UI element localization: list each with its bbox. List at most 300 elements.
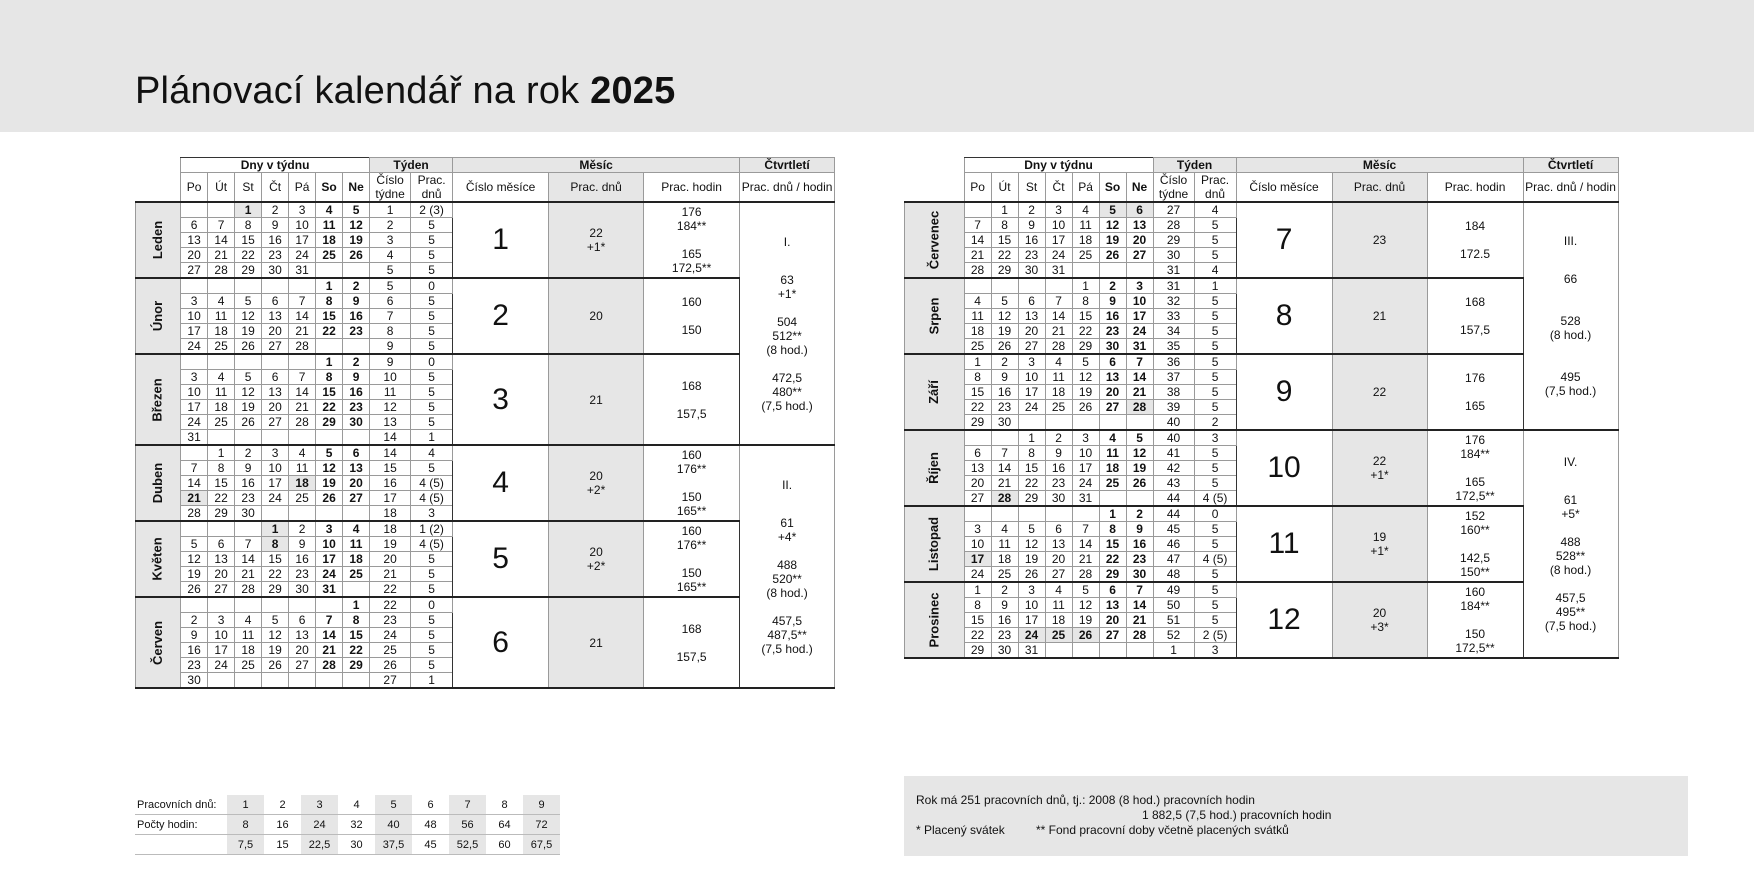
month-hours <box>1427 278 1523 354</box>
summary-hours-75: 15 <box>264 835 301 855</box>
workdays-line: 21 <box>589 635 603 650</box>
day-cell: 4 <box>208 370 235 385</box>
day-cell: 26 <box>235 339 262 355</box>
week-workdays-cell: 5 <box>411 309 453 324</box>
day-cell: 20 <box>1045 552 1072 567</box>
day-cell: 6 <box>1099 354 1126 370</box>
workdays-line: 19 <box>1372 530 1387 544</box>
week-workdays-cell: 5 <box>1194 598 1236 613</box>
day-cell: 11 <box>316 218 343 233</box>
day-cell: 16 <box>235 476 262 491</box>
day-cell: 9 <box>343 370 370 385</box>
month-workdays <box>549 354 644 445</box>
week-workdays-cell: 5 <box>1194 233 1236 248</box>
quarter-line: 63 <box>780 272 794 287</box>
day-cell: 8 <box>1018 446 1045 461</box>
day-cell <box>208 673 235 689</box>
day-cell: 2 <box>343 354 370 370</box>
day-cell <box>1018 506 1045 522</box>
day-cell <box>343 263 370 279</box>
quarter-line: (8 hod.) <box>1549 563 1592 577</box>
quarter-line: 504 <box>777 314 798 329</box>
week-row <box>905 278 1619 294</box>
day-cell: 15 <box>208 476 235 491</box>
day-cell: 28 <box>316 658 343 673</box>
day-cell: 9 <box>1018 218 1045 233</box>
day-cell: 4 <box>964 294 991 309</box>
hours-line <box>1428 613 1523 627</box>
hours-summary <box>135 795 560 855</box>
day-cell <box>208 278 235 294</box>
hours-line: 184 <box>1465 219 1486 233</box>
day-cell: 20 <box>1099 613 1126 628</box>
week-number-cell: 2 <box>370 218 411 233</box>
day-cell: 26 <box>1072 628 1099 643</box>
day-cell: 8 <box>991 218 1018 233</box>
day-cell <box>1072 643 1099 659</box>
day-cell: 1 <box>1072 278 1099 294</box>
week-number-cell: 27 <box>1153 202 1194 218</box>
day-cell: 28 <box>991 491 1018 507</box>
day-cell: 17 <box>1072 461 1099 476</box>
day-cell: 28 <box>1126 400 1153 415</box>
day-cell: 10 <box>181 385 208 400</box>
day-cell: 18 <box>1072 233 1099 248</box>
summary-hours-8: 40 <box>375 815 412 835</box>
day-cell: 11 <box>964 309 991 324</box>
weekday-header-Čt: Čt <box>1045 173 1072 203</box>
day-cell <box>316 263 343 279</box>
summary-hours-8: 8 <box>227 815 264 835</box>
hours-line: 172,5** <box>1455 641 1495 655</box>
day-cell: 18 <box>235 643 262 658</box>
day-cell: 25 <box>343 567 370 582</box>
day-cell: 18 <box>316 233 343 248</box>
day-cell: 5 <box>991 294 1018 309</box>
week-number-cell: 47 <box>1153 552 1194 567</box>
week-workdays-cell: 5 <box>411 248 453 263</box>
day-cell <box>289 354 316 370</box>
day-cell: 1 <box>343 597 370 613</box>
week-workdays-cell: 1 <box>411 430 453 446</box>
week-workdays-cell: 3 <box>1194 430 1236 446</box>
day-cell <box>262 278 289 294</box>
day-cell: 26 <box>235 415 262 430</box>
day-cell: 9 <box>181 628 208 643</box>
week-number-cell: 31 <box>1153 263 1194 279</box>
month-workdays <box>1332 430 1427 506</box>
day-cell: 21 <box>1126 385 1153 400</box>
day-cell <box>1072 415 1099 431</box>
day-cell <box>289 673 316 689</box>
week-workdays-header: Prac. dnů <box>411 173 453 203</box>
day-cell: 17 <box>289 233 316 248</box>
day-cell <box>289 506 316 522</box>
day-cell: 12 <box>343 218 370 233</box>
day-cell: 8 <box>235 218 262 233</box>
day-cell: 7 <box>289 370 316 385</box>
hours-line: 168 <box>681 621 702 636</box>
week-workdays-cell: 5 <box>411 263 453 279</box>
hours-line <box>1428 385 1523 399</box>
day-cell: 21 <box>235 567 262 582</box>
month-label-Prosinec <box>905 582 965 658</box>
week-workdays-cell: 1 <box>1194 278 1236 294</box>
day-cell: 14 <box>316 628 343 643</box>
day-cell <box>235 673 262 689</box>
summary-hours-8: 56 <box>449 815 486 835</box>
info-note-holiday: * Placený svátek <box>916 823 1005 837</box>
day-cell: 17 <box>181 324 208 339</box>
day-cell <box>1126 643 1153 659</box>
day-cell: 27 <box>208 582 235 598</box>
day-cell: 19 <box>235 400 262 415</box>
day-cell: 30 <box>289 582 316 598</box>
month-hours-header: Prac. hodin <box>1427 173 1523 203</box>
day-cell: 7 <box>316 613 343 628</box>
day-cell: 22 <box>1099 552 1126 567</box>
day-cell: 13 <box>1099 598 1126 613</box>
week-workdays-header: Prac. dnů <box>1194 173 1236 203</box>
hours-line: 184** <box>676 219 707 233</box>
quarter-group-header: Čtvrtletí <box>740 158 835 173</box>
day-cell: 13 <box>262 309 289 324</box>
year-info-box <box>904 776 1688 856</box>
day-cell: 30 <box>1126 567 1153 583</box>
day-cell <box>964 278 991 294</box>
day-cell: 12 <box>1072 370 1099 385</box>
quarter-header: Prac. dnů / hodin <box>740 173 835 203</box>
month-name: Září <box>926 380 942 404</box>
day-cell: 7 <box>1072 522 1099 537</box>
day-cell <box>235 354 262 370</box>
day-cell <box>235 430 262 446</box>
week-workdays-cell: 5 <box>411 233 453 248</box>
day-cell: 30 <box>1099 339 1126 355</box>
month-number: 4 <box>453 445 549 521</box>
day-cell: 2 <box>991 582 1018 598</box>
day-cell: 16 <box>1018 233 1045 248</box>
hours-line <box>644 636 739 650</box>
week-number-cell: 9 <box>370 354 411 370</box>
month-workdays <box>549 445 644 521</box>
month-number: 8 <box>1236 278 1332 354</box>
day-cell: 29 <box>964 643 991 659</box>
day-cell: 4 <box>235 613 262 628</box>
quarter-line <box>1524 521 1618 535</box>
summary-hours-8: 32 <box>338 815 375 835</box>
workdays-line: +1* <box>1370 544 1389 558</box>
week-workdays-cell: 3 <box>1194 643 1236 659</box>
week-row <box>905 354 1619 370</box>
day-cell: 17 <box>316 552 343 567</box>
day-cell <box>181 354 208 370</box>
day-cell: 11 <box>1099 446 1126 461</box>
day-cell <box>991 430 1018 446</box>
quarter-roman: III. <box>1563 234 1578 248</box>
day-cell: 4 <box>1045 582 1072 598</box>
day-cell: 6 <box>289 613 316 628</box>
day-cell <box>208 597 235 613</box>
day-cell: 24 <box>316 567 343 582</box>
week-number-cell: 50 <box>1153 598 1194 613</box>
hours-line: 176 <box>1465 433 1486 447</box>
quarter-line: 61 <box>1563 493 1578 507</box>
quarter-line: 488 <box>1560 535 1581 549</box>
day-cell: 27 <box>1099 628 1126 643</box>
day-cell <box>181 445 208 461</box>
day-cell: 14 <box>289 309 316 324</box>
day-cell: 6 <box>1099 582 1126 598</box>
summary-hours-75: 37,5 <box>375 835 412 855</box>
month-hours <box>644 278 740 354</box>
day-cell <box>289 430 316 446</box>
day-cell: 20 <box>1018 324 1045 339</box>
day-cell: 22 <box>316 400 343 415</box>
week-workdays-cell: 0 <box>411 597 453 613</box>
day-cell: 21 <box>964 248 991 263</box>
day-cell: 8 <box>262 537 289 552</box>
day-cell: 2 <box>991 354 1018 370</box>
month-name: Listopad <box>926 516 942 572</box>
workdays-line: 21 <box>1372 309 1387 323</box>
workdays-line: +1* <box>1370 468 1389 482</box>
day-cell: 25 <box>208 339 235 355</box>
week-number-cell: 40 <box>1153 415 1194 431</box>
day-cell <box>1072 263 1099 279</box>
summary-hours-8: 48 <box>412 815 449 835</box>
day-cell <box>1045 278 1072 294</box>
day-cell <box>1018 278 1045 294</box>
day-cell: 15 <box>1018 461 1045 476</box>
weekday-header-So: So <box>1099 173 1126 203</box>
summary-hours-75: 45 <box>412 835 449 855</box>
quarter-line: 528 <box>1560 314 1581 328</box>
quarter-line <box>740 301 834 315</box>
week-number-cell: 29 <box>1153 233 1194 248</box>
hours-line: 157,5 <box>676 649 707 664</box>
day-cell: 13 <box>1099 370 1126 385</box>
title-year: 2025 <box>590 70 676 112</box>
day-cell: 3 <box>262 445 289 461</box>
day-cell: 4 <box>343 521 370 537</box>
day-cell: 15 <box>316 385 343 400</box>
week-number-cell: 35 <box>1153 339 1194 355</box>
quarter-line <box>1524 300 1618 314</box>
day-cell: 21 <box>208 248 235 263</box>
hours-line: 150 <box>681 566 702 580</box>
day-cell: 21 <box>316 643 343 658</box>
week-workdays-cell: 5 <box>1194 400 1236 415</box>
month-number: 3 <box>453 354 549 445</box>
week-workdays-cell: 5 <box>1194 385 1236 400</box>
day-cell: 16 <box>181 643 208 658</box>
day-cell: 30 <box>262 263 289 279</box>
summary-hours-8: 72 <box>523 815 560 835</box>
day-cell: 13 <box>181 233 208 248</box>
day-cell <box>262 354 289 370</box>
day-cell: 17 <box>262 476 289 491</box>
week-number-cell: 22 <box>370 597 411 613</box>
day-cell: 30 <box>991 643 1018 659</box>
week-number-cell: 20 <box>370 552 411 567</box>
week-row <box>136 202 835 218</box>
day-cell: 15 <box>991 233 1018 248</box>
month-number: 7 <box>1236 202 1332 278</box>
week-number-cell: 11 <box>370 385 411 400</box>
day-cell <box>1099 263 1126 279</box>
day-cell: 20 <box>343 476 370 491</box>
day-cell: 7 <box>991 446 1018 461</box>
day-cell: 13 <box>262 385 289 400</box>
day-cell: 26 <box>343 248 370 263</box>
day-cell: 29 <box>208 506 235 522</box>
hours-line <box>644 393 739 407</box>
week-number-cell: 9 <box>370 339 411 355</box>
day-cell: 28 <box>181 506 208 522</box>
day-cell: 21 <box>1126 613 1153 628</box>
calendar-right-half <box>904 157 1619 658</box>
week-number-cell: 5 <box>370 278 411 294</box>
day-cell: 19 <box>343 233 370 248</box>
day-cell: 12 <box>991 309 1018 324</box>
day-cell: 21 <box>289 324 316 339</box>
day-cell: 4 <box>208 294 235 309</box>
day-cell <box>208 430 235 446</box>
day-cell: 9 <box>343 294 370 309</box>
month-name: Duben <box>150 462 166 504</box>
day-cell <box>343 582 370 598</box>
hours-line: 172,5** <box>1455 489 1495 503</box>
day-cell <box>1072 506 1099 522</box>
month-workdays-header: Prac. dnů <box>549 173 644 203</box>
quarter-line <box>1524 356 1618 370</box>
day-cell: 26 <box>181 582 208 598</box>
day-cell: 19 <box>1018 552 1045 567</box>
day-cell: 6 <box>343 445 370 461</box>
day-cell: 22 <box>208 491 235 506</box>
summary-hours-8: 24 <box>301 815 338 835</box>
day-cell: 14 <box>181 476 208 491</box>
workdays-line: 23 <box>1372 233 1387 247</box>
week-workdays-cell: 1 <box>411 673 453 689</box>
quarter-line: (7,5 hod.) <box>761 641 813 656</box>
day-cell: 24 <box>1018 628 1045 643</box>
week-number-cell: 14 <box>370 430 411 446</box>
day-cell: 9 <box>991 370 1018 385</box>
day-cell: 2 <box>1099 278 1126 294</box>
weekday-header-Ne: Ne <box>343 173 370 203</box>
week-number-cell: 19 <box>370 537 411 552</box>
hours-line <box>1428 233 1523 247</box>
workdays-line: +2* <box>586 559 606 573</box>
day-cell: 29 <box>1018 491 1045 507</box>
calendar-table <box>135 157 835 688</box>
week-number-cell: 23 <box>370 613 411 628</box>
week-row <box>905 582 1619 598</box>
week-number-cell: 1 <box>370 202 411 218</box>
day-cell: 20 <box>262 400 289 415</box>
hours-line: 176** <box>676 538 707 552</box>
day-cell: 1 <box>208 445 235 461</box>
day-cell: 25 <box>316 248 343 263</box>
day-cell: 11 <box>235 628 262 643</box>
days-in-week-header: Dny v týdnu <box>181 158 370 173</box>
day-cell: 6 <box>208 537 235 552</box>
day-cell: 29 <box>262 582 289 598</box>
day-cell: 24 <box>1126 324 1153 339</box>
week-number-cell: 6 <box>370 294 411 309</box>
month-group-header: Měsíc <box>1236 158 1523 173</box>
day-cell <box>343 506 370 522</box>
month-label-Duben <box>136 445 181 521</box>
header-band <box>0 0 1754 132</box>
day-cell <box>1099 643 1126 659</box>
day-cell: 7 <box>289 294 316 309</box>
weekday-header-Út: Út <box>208 173 235 203</box>
day-cell: 31 <box>289 263 316 279</box>
month-name: Leden <box>150 220 166 260</box>
quarter-line: 488 <box>777 557 798 572</box>
day-cell: 26 <box>1099 248 1126 263</box>
summary-day-count: 2 <box>264 795 301 815</box>
weekday-header-St: St <box>235 173 262 203</box>
week-number-cell: 18 <box>370 521 411 537</box>
week-group-header: Týden <box>1153 158 1236 173</box>
day-cell: 15 <box>235 233 262 248</box>
day-cell: 1 <box>316 278 343 294</box>
hours-line: 176** <box>676 462 707 476</box>
month-hours <box>644 597 740 688</box>
day-cell: 23 <box>343 400 370 415</box>
week-number-cell: 15 <box>370 461 411 476</box>
hours-line: 160 <box>681 524 702 538</box>
day-cell: 13 <box>1045 537 1072 552</box>
day-cell: 24 <box>181 339 208 355</box>
day-cell: 20 <box>1099 385 1126 400</box>
week-workdays-cell: 5 <box>1194 248 1236 263</box>
day-cell: 5 <box>316 445 343 461</box>
weekday-header-St: St <box>1018 173 1045 203</box>
day-cell: 29 <box>1072 339 1099 355</box>
hours-line: 160 <box>1465 585 1486 599</box>
day-cell <box>964 430 991 446</box>
summary-day-count: 7 <box>449 795 486 815</box>
day-cell: 10 <box>1045 218 1072 233</box>
quarter-line: 480** <box>772 384 802 399</box>
hours-line <box>644 552 739 566</box>
week-workdays-cell: 5 <box>1194 582 1236 598</box>
week-workdays-cell: 4 (5) <box>1194 552 1236 567</box>
day-cell: 28 <box>1045 339 1072 355</box>
day-cell: 30 <box>343 415 370 430</box>
day-cell: 23 <box>1126 552 1153 567</box>
week-number-header: Číslo týdne <box>1153 173 1194 203</box>
weekday-header-So: So <box>316 173 343 203</box>
day-cell: 13 <box>964 461 991 476</box>
day-cell: 12 <box>235 309 262 324</box>
day-cell: 31 <box>1126 339 1153 355</box>
day-cell: 25 <box>1099 476 1126 491</box>
quarter-line: +4* <box>777 529 797 544</box>
day-cell: 14 <box>991 461 1018 476</box>
day-cell: 22 <box>964 400 991 415</box>
week-workdays-cell: 5 <box>1194 218 1236 233</box>
day-cell: 18 <box>1045 385 1072 400</box>
month-number-header: Číslo měsíce <box>1236 173 1332 203</box>
week-workdays-cell: 5 <box>411 628 453 643</box>
day-cell: 17 <box>1126 309 1153 324</box>
